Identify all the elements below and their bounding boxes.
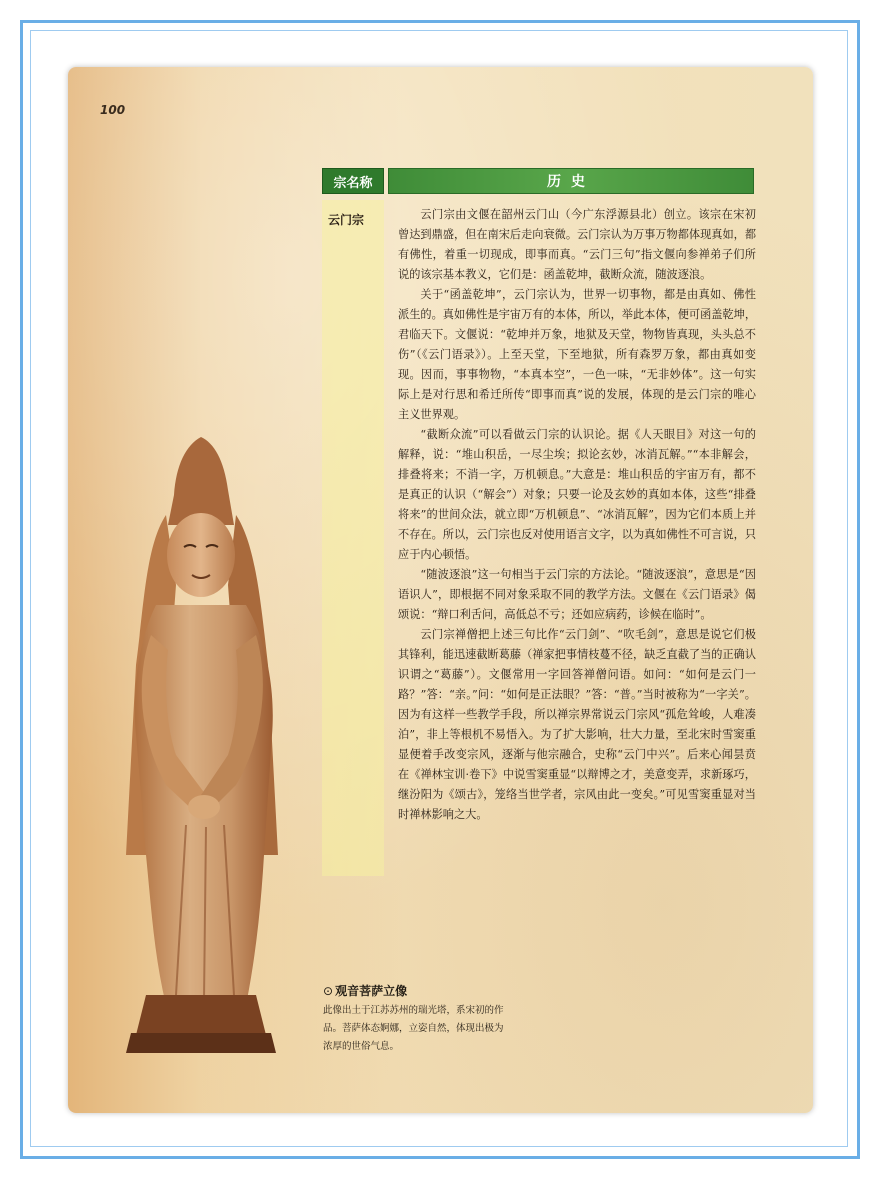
paragraph: 云门宗由文偃在韶州云门山（今广东浮源县北）创立。该宗在宋初曾达到鼎盛，但在南宋后走向衰微。云门宗认为万事万物都体现真如，都有佛性，着重一切现成，即事而真。“云门三句”指文偃向参禅弟子们所说的该宗基本教义，它们是：函盖乾坤，截断众流，随波逐浪。 (398, 208, 757, 281)
header-history: 历史 (388, 168, 754, 194)
caption-bullet-icon: ⊙ (323, 984, 334, 998)
paragraph: 关于“函盖乾坤”，云门宗认为，世界一切事物，都是由真如、佛性派生的。真如佛性是宇宙万有的本体，所以，举此本体，便可函盖乾坤，君临天下。文偃说：“乾坤并万象，地狱及天堂，物物皆真现，头头总不伤”（《云门语录》）。上至天堂，下至地狱，所有森罗万象，都由真如变现。因而，事事物物，“本真本空”，一色一味，“无非妙体”。这一句实际上是对行思和希迁所传“即事而真”说的发展，体现的是云门宗的唯心主义世界观。 (398, 288, 757, 421)
book-page (68, 67, 813, 1113)
table-header (322, 168, 754, 194)
caption-line: 品。菩萨体态婀娜，立姿自然，体现出极为 (323, 1023, 504, 1034)
name-column (322, 200, 384, 876)
paragraph: “截断众流”可以看做云门宗的认识论。据《人天眼目》对这一句的解释，说：“堆山积岳，一尽尘埃；拟论玄妙，冰消瓦解。”“本非解会，排叠将来；不消一字，万机顿息。”大意是：堆山积岳的宇宙万有，都不是真正的认识（“解会”）对象；只要一论及玄妙的真如本体，这些“排叠将来”的世间众法，就立即“万机顿息”、“冰消瓦解”，因为它们本质上并不存在。所以，云门宗也反对使用语言文字，以为真如佛性不可言说，只应于内心顿悟。 (398, 428, 757, 561)
caption-title (323, 982, 407, 999)
history-text (398, 205, 756, 825)
paragraph: 云门宗禅僧把上述三句比作“云门剑”、“吹毛剑”，意思是说它们极其锋利，能迅速截断葛藤（禅家把事情枝蔓不径，缺乏直截了当的正确认识谓之“葛藤”）。文偃常用一字回答禅僧问语。如问：“如何是云门一路？”答：“亲。”问：“如何是正法眼？”答：“普。”当时被称为“一字关”。因为有这样一些教学手段，所以禅宗界常说云门宗风“孤危耸峻，人难凑泊”，非上等根机不易悟入。为了扩大影响，壮大力量，至北宋时雪窦重显便着手改变宗风，逐渐与他宗融合，史称“云门中兴”。后来心闻昙贲在《禅林宝训·卷下》中说雪窦重显“以辩博之才，美意变弄，求新琢巧，继汾阳为《颂古》，笼络当世学者，宗风由此一变矣。”可见雪窦重显对当时禅林影响之大。 (398, 628, 757, 821)
guanyin-statue-image (106, 435, 296, 1059)
page-number: 100 (100, 103, 126, 117)
header-sect-name: 宗名称 (322, 168, 384, 194)
caption-title-text: 观音菩萨立像 (335, 984, 408, 998)
caption-line: 此像出土于江苏苏州的瑞光塔，系宋初的作 (323, 1005, 504, 1016)
caption-text (323, 1002, 535, 1056)
caption-line: 浓厚的世俗气息。 (323, 1041, 400, 1052)
sect-name-label: 云门宗 (328, 213, 365, 227)
paragraph: “随波逐浪”这一句相当于云门宗的方法论。“随波逐浪”，意思是“因语识人”，即根据不同对象采取不同的教学方法。文偃在《云门语录》偈颂说：“辩口利舌问，高低总不亏；还如应病药，诊候在临时”。 (398, 568, 756, 621)
